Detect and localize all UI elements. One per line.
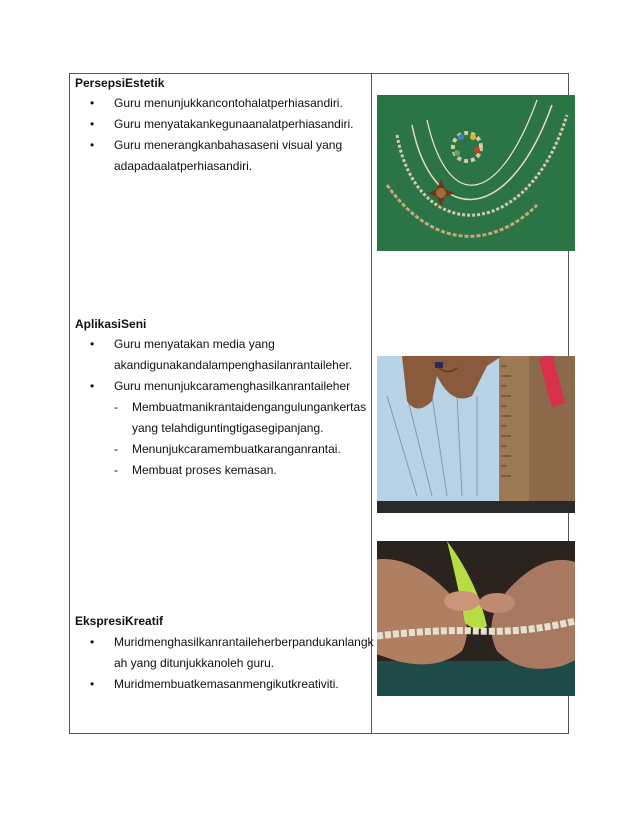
heading-persepsi-estetik: PersepsiEstetik	[75, 76, 165, 90]
dash-marker: -	[114, 463, 118, 477]
paper-ruler-photo	[377, 356, 575, 513]
bullet-icon: •	[90, 96, 95, 110]
necklace-photo	[377, 95, 575, 251]
bullet-icon: •	[90, 677, 95, 691]
bullet-icon: •	[90, 138, 95, 152]
heading-ekspresi-kreatif: EkspresiKreatif	[75, 614, 164, 628]
bullet-icon: •	[90, 117, 95, 131]
bullet-icon: •	[90, 379, 95, 393]
necklace-image	[377, 95, 575, 251]
bullet-icon: •	[90, 635, 95, 649]
bullet-icon: •	[90, 337, 95, 351]
lesson-table: PersepsiEstetik • Guru menunjukkancontohalatperhiasandiri. • Guru menyatakankegunaanalatperhiasandiri. • Guru menerangkanbahasaseni visual yang adapadaalatperhiasandiri. AplikasiSeni • Guru menyatakan media yang akandigunakandalampenghasilanrantaileher. • Guru menunjukcaramenghasilkanrantaileher - Membuatmanikrantaidengangulungankertas yang telahdiguntingtigasegipanjang. - Menunjukcaramembuatkaranganrantai. - Membuat proses kemasan. EkspresiKreatif • Muridmenghasilkanrantaileherberpandukanlangk ah yang ditunjukkanoleh guru. • Muridmembuatkemasanmengikutkreativiti.	[69, 73, 569, 734]
dash-marker: -	[114, 442, 118, 456]
paper-ruler-image	[377, 356, 575, 513]
rolling-bead-photo	[377, 541, 575, 696]
rolling-bead-image	[377, 541, 575, 696]
dash-marker: -	[114, 400, 118, 414]
heading-aplikasi-seni: AplikasiSeni	[75, 317, 147, 331]
